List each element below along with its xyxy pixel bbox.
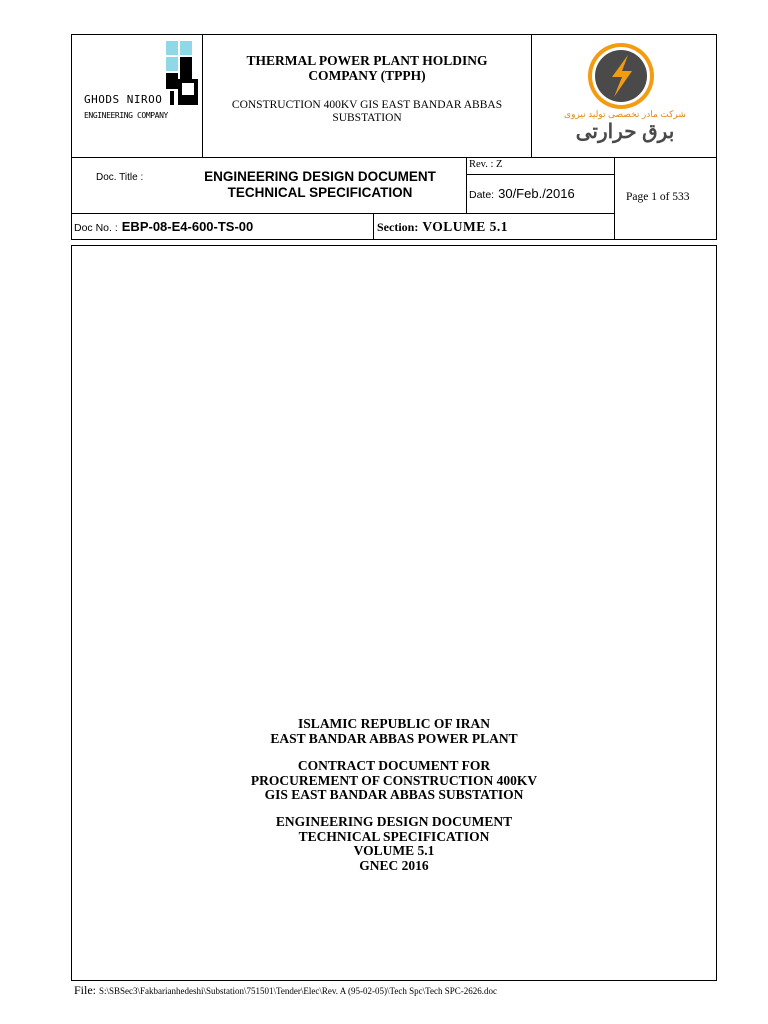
section-value: VOLUME 5.1: [422, 219, 509, 234]
owner-title-line1: THERMAL POWER PLANT HOLDING: [246, 53, 488, 68]
cover-line: GNEC 2016: [359, 857, 429, 873]
cover-line: CONTRACT DOCUMENT FOR: [297, 758, 491, 773]
cover-block-contract: [72, 759, 716, 803]
file-path: S:\SBSec3\Fakbarianhedeshi\Substation\751501\Tender\Elec\Rev. A (95-02-05)\Tech Spc\Tech SPC-2626.doc: [99, 986, 497, 996]
cover-block-country: [72, 717, 716, 746]
doc-no-value: EBP-08-E4-600-TS-00: [121, 219, 254, 234]
page-number: Page 1 of 533: [626, 191, 690, 203]
date-value: 30/Feb./2016: [498, 186, 575, 201]
company-name: GHODS NIROO: [84, 93, 163, 106]
project-title-line2: SUBSTATION: [332, 112, 402, 124]
doc-title-label: Doc. Title :: [96, 172, 144, 183]
cover-page-frame: [71, 245, 717, 981]
cover-line: VOLUME 5.1: [353, 843, 435, 858]
company-subtitle: ENGINEERING COMPANY: [84, 111, 168, 120]
section-label: Section:: [377, 220, 419, 234]
divider: [614, 157, 615, 239]
project-title-line1: CONSTRUCTION 400KV GIS EAST BANDAR ABBAS: [231, 99, 503, 111]
divider: [373, 213, 374, 239]
divider: [72, 157, 716, 158]
cover-line: PROCUREMENT OF CONSTRUCTION 400KV: [250, 772, 538, 788]
cover-line: EAST BANDAR ABBAS POWER PLANT: [270, 730, 518, 746]
owner-title-line2: COMPANY (TPPH): [308, 68, 426, 83]
cover-line: ISLAMIC REPUBLIC OF IRAN: [298, 716, 490, 731]
doc-title-line2: TECHNICAL SPECIFICATION: [227, 185, 413, 200]
cover-line: ENGINEERING DESIGN DOCUMENT: [275, 814, 513, 829]
logo-name: برق حرارتی: [575, 121, 675, 143]
document-header-table: [71, 34, 717, 240]
doc-title-line1: ENGINEERING DESIGN DOCUMENT: [204, 169, 436, 184]
cover-line: GIS EAST BANDAR ABBAS SUBSTATION: [264, 787, 524, 802]
divider: [466, 157, 467, 213]
cover-line: TECHNICAL SPECIFICATION: [298, 828, 490, 844]
doc-no-label: Doc No. :: [74, 222, 118, 234]
file-label: File:: [74, 983, 97, 997]
cover-block-document: [72, 815, 716, 873]
logo-tagline: شرکت مادر تخصصی تولید نیروی: [564, 109, 686, 119]
divider: [72, 213, 614, 214]
file-path-footer: [74, 983, 497, 998]
divider: [466, 174, 614, 175]
date-label: Date:: [469, 189, 495, 201]
revision-label: Rev. : Z: [469, 159, 503, 170]
